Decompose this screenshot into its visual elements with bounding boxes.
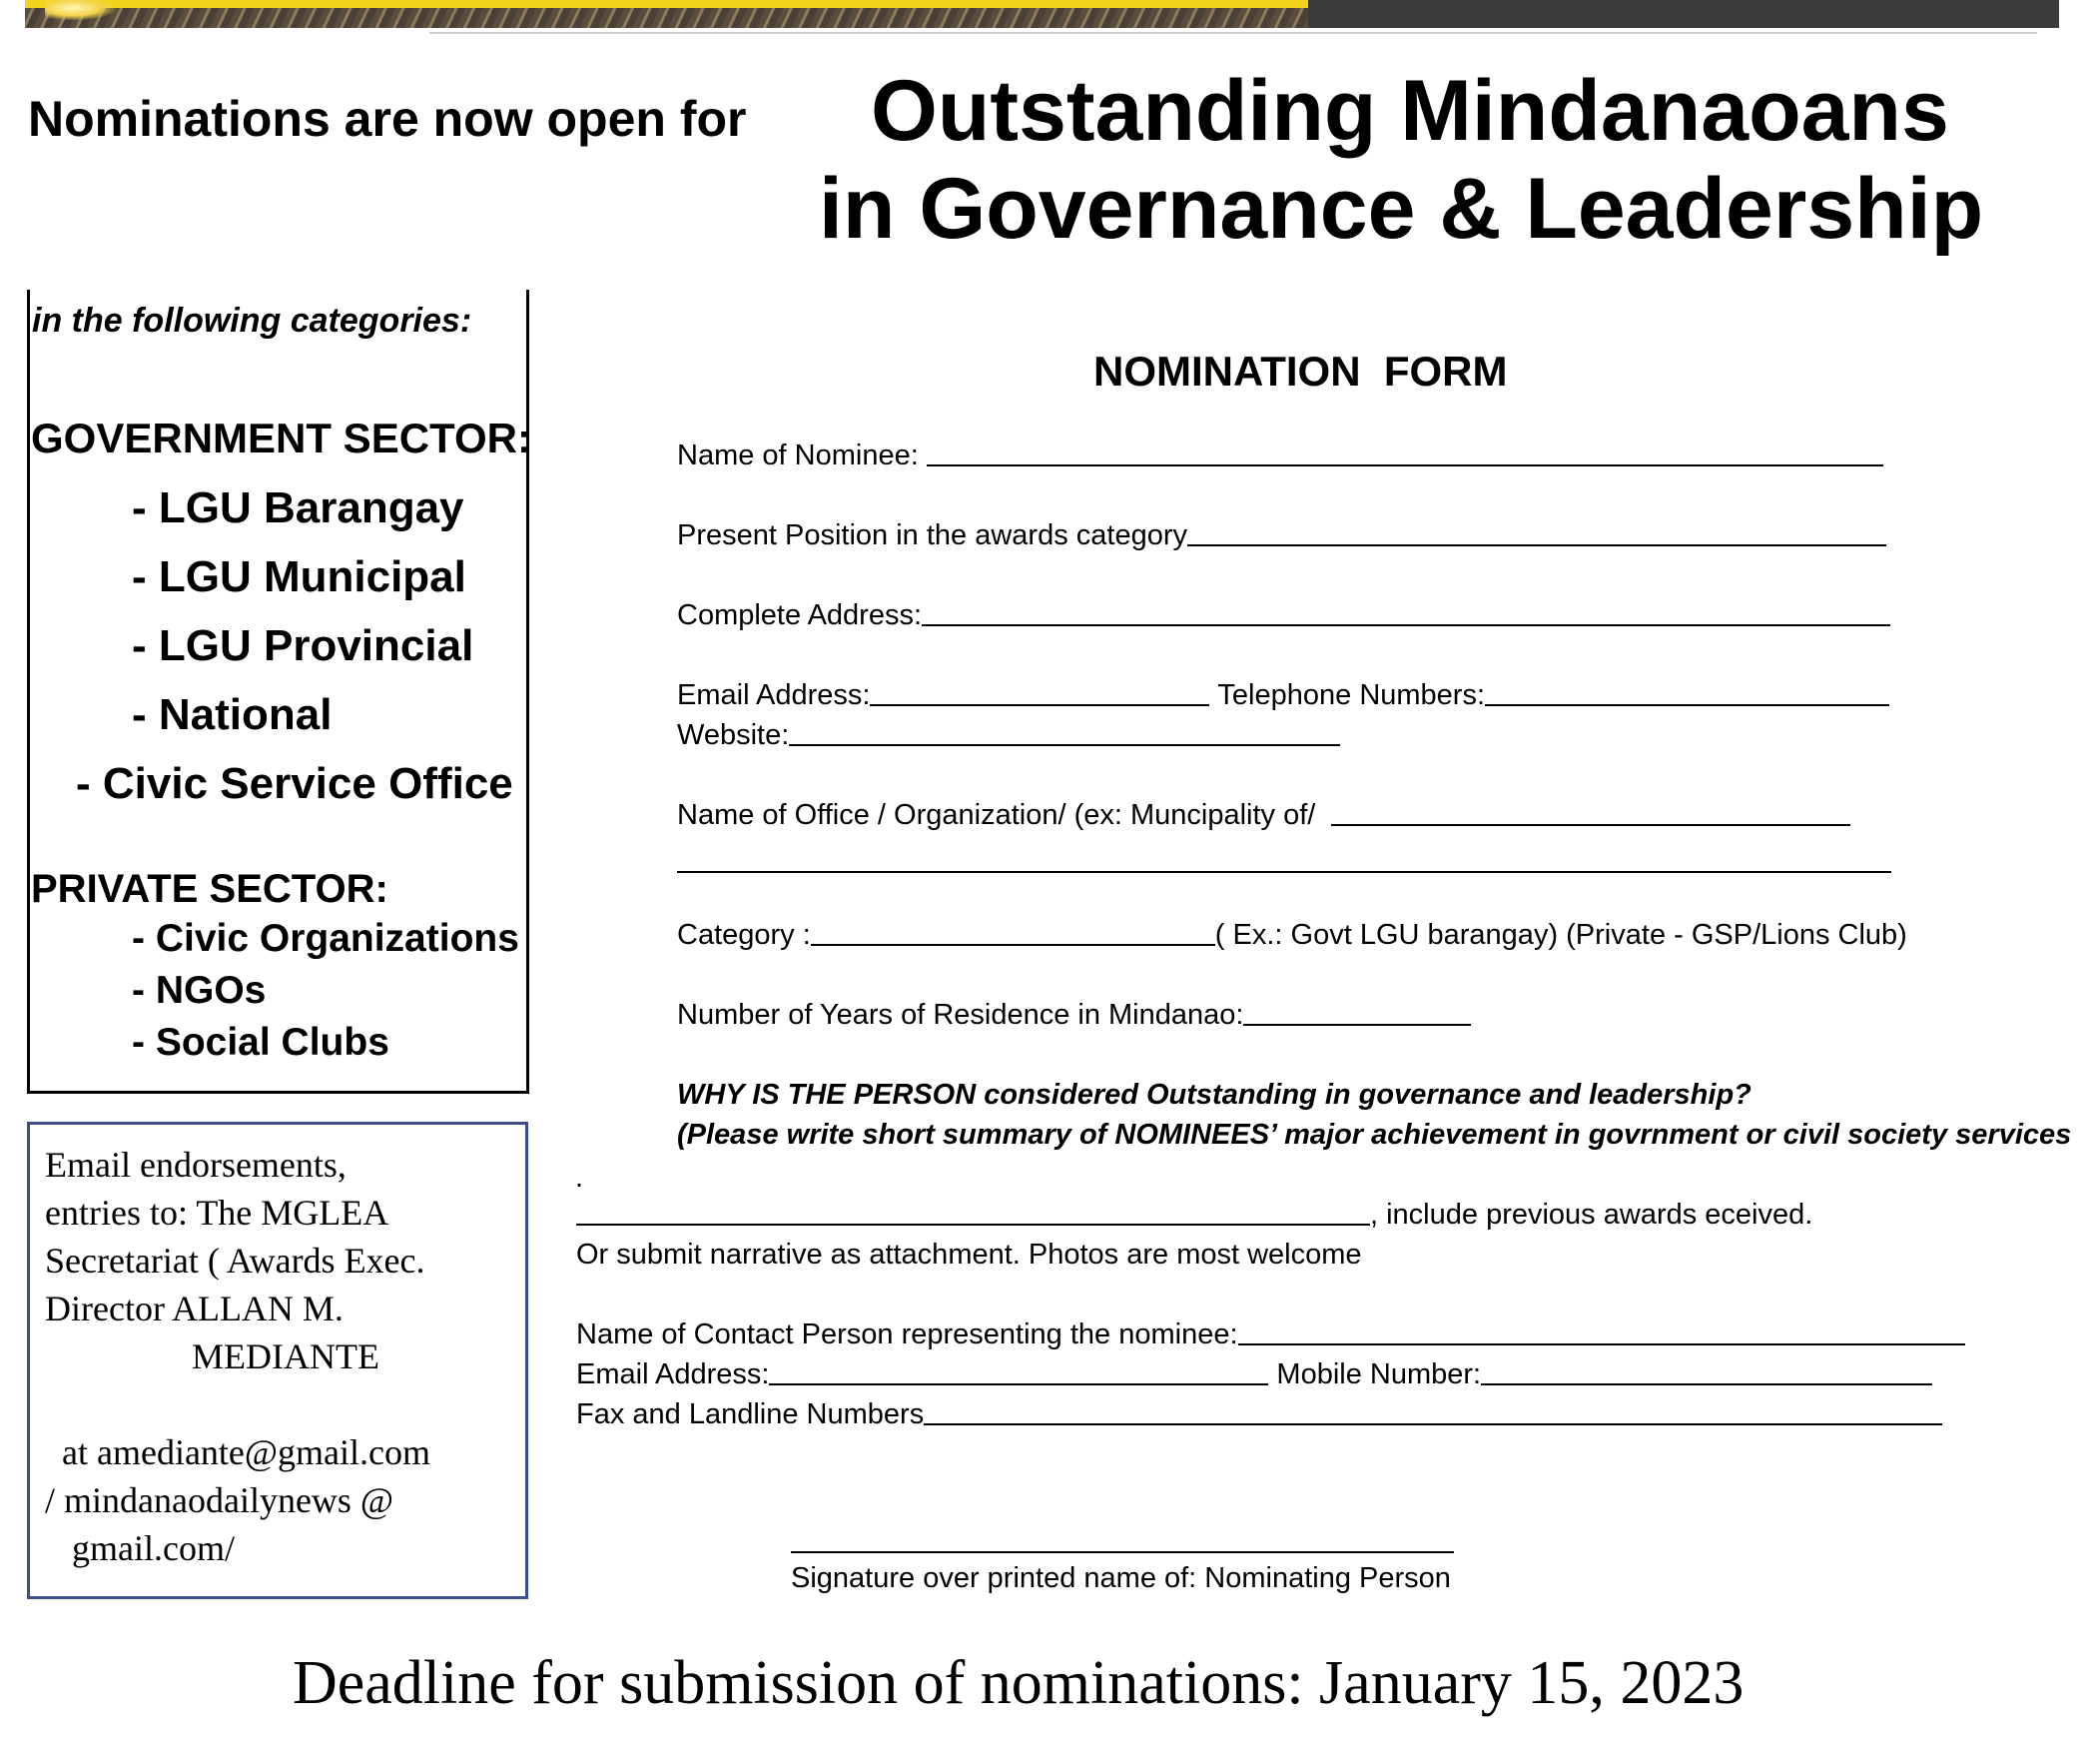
- contact-email-field[interactable]: [769, 1382, 1268, 1385]
- banner-gold-stripe: [25, 0, 1308, 8]
- headline-title-line1: Outstanding Mindanaoans: [871, 63, 1949, 159]
- telephone-numbers-field[interactable]: [1485, 703, 1889, 706]
- dot-mark: .: [575, 1162, 584, 1194]
- complete-address-label: Complete Address:: [677, 599, 923, 631]
- summary-row: [576, 1199, 1812, 1232]
- contact-email-mobile-row: [576, 1358, 1932, 1391]
- why-question: WHY IS THE PERSON considered Outstanding in governance and leadership?: [677, 1079, 1751, 1111]
- category-item: - National: [132, 690, 333, 739]
- include-awards-text: , include previous awards eceived.: [1370, 1199, 1813, 1231]
- contact-email-label: Email Address:: [576, 1358, 770, 1390]
- years-residence-field[interactable]: [1243, 1023, 1471, 1026]
- mobile-number-label: Mobile Number:: [1276, 1358, 1482, 1390]
- office-organization-field[interactable]: [1331, 823, 1850, 826]
- contact-person-row: [576, 1318, 1965, 1351]
- contact-person-field[interactable]: [1238, 1342, 1965, 1345]
- email-box-line: / mindanaodailynews @: [45, 1480, 394, 1520]
- website-row: [677, 719, 1340, 752]
- category-item: - LGU Provincial: [132, 621, 474, 670]
- nominee-name-field[interactable]: [927, 463, 1883, 466]
- category-item: - LGU Municipal: [132, 552, 466, 601]
- category-item: - Civic Organizations: [132, 917, 519, 960]
- complete-address-row: [677, 599, 1890, 632]
- banner-pattern: [25, 8, 1308, 28]
- narrative-note: Or submit narrative as attachment. Photos are most welcome: [576, 1239, 1362, 1271]
- category-item: - Social Clubs: [132, 1021, 389, 1064]
- email-telephone-row: [677, 679, 1889, 712]
- signature-field[interactable]: [791, 1551, 1454, 1553]
- email-address-field[interactable]: [870, 703, 1209, 706]
- why-instructions: (Please write short summary of NOMINEES’ major achievement in govrnment or civil society services: [677, 1119, 2072, 1151]
- category-example: ( Ex.: Govt LGU barangay) (Private - GSP/Lions Club): [1214, 919, 1907, 951]
- private-sector-heading: PRIVATE SECTOR:: [31, 867, 388, 911]
- category-row: [677, 919, 1907, 952]
- headline-title-line2: in Governance & Leadership: [819, 161, 1984, 257]
- form-title: NOMINATION FORM: [1093, 348, 1508, 395]
- headline-intro: Nominations are now open for: [28, 91, 747, 147]
- fax-landline-label: Fax and Landline Numbers: [576, 1398, 925, 1430]
- email-box-line: at amediante@gmail.com: [62, 1432, 431, 1472]
- office-organization-field-line2[interactable]: [677, 871, 1891, 873]
- complete-address-field[interactable]: [922, 623, 1890, 626]
- fax-landline-field[interactable]: [924, 1422, 1942, 1425]
- category-field[interactable]: [811, 943, 1215, 946]
- category-item: - LGU Barangay: [132, 483, 464, 532]
- nominee-name-label: Name of Nominee:: [677, 439, 919, 471]
- contact-person-label: Name of Contact Person representing the nominee:: [576, 1318, 1238, 1350]
- fax-landline-row: [576, 1398, 1942, 1431]
- mobile-number-field[interactable]: [1481, 1382, 1932, 1385]
- email-address-label: Email Address:: [677, 679, 871, 711]
- email-box-line: entries to: The MGLEA: [45, 1193, 389, 1233]
- years-residence-row: [677, 999, 1471, 1032]
- category-item: - NGOs: [132, 969, 267, 1012]
- category-label: Category :: [677, 919, 811, 951]
- website-label: Website:: [677, 719, 790, 751]
- signature-label: Signature over printed name of: Nominating Person: [791, 1562, 1451, 1594]
- email-box-line: MEDIANTE: [192, 1336, 379, 1376]
- categories-intro: in the following categories:: [32, 302, 472, 340]
- present-position-row: [677, 519, 1886, 552]
- government-sector-heading: GOVERNMENT SECTOR:: [31, 415, 531, 461]
- banner-light-icon: [45, 0, 115, 20]
- present-position-label: Present Position in the awards category: [677, 519, 1187, 551]
- office-organization-row: [677, 799, 1850, 832]
- website-field[interactable]: [789, 743, 1340, 746]
- summary-field[interactable]: [576, 1223, 1370, 1226]
- telephone-numbers-label: Telephone Numbers:: [1217, 679, 1486, 711]
- email-box-line: Director ALLAN M.: [45, 1289, 344, 1328]
- years-residence-label: Number of Years of Residence in Mindanao:: [677, 999, 1244, 1031]
- email-box-line: gmail.com/: [72, 1528, 235, 1568]
- email-box-line: Email endorsements,: [45, 1145, 347, 1185]
- present-position-field[interactable]: [1187, 543, 1886, 546]
- email-box-line: Secretariat ( Awards Exec.: [45, 1241, 425, 1281]
- top-banner: [25, 0, 2059, 28]
- nominee-name-row: [677, 439, 1883, 472]
- category-item: - Civic Service Office: [76, 759, 513, 808]
- banner-divider: [429, 32, 2037, 34]
- office-organization-label: Name of Office / Organization/ (ex: Muncipality of/: [677, 799, 1316, 831]
- deadline-notice: Deadline for submission of nominations: January 15, 2023: [293, 1649, 1745, 1717]
